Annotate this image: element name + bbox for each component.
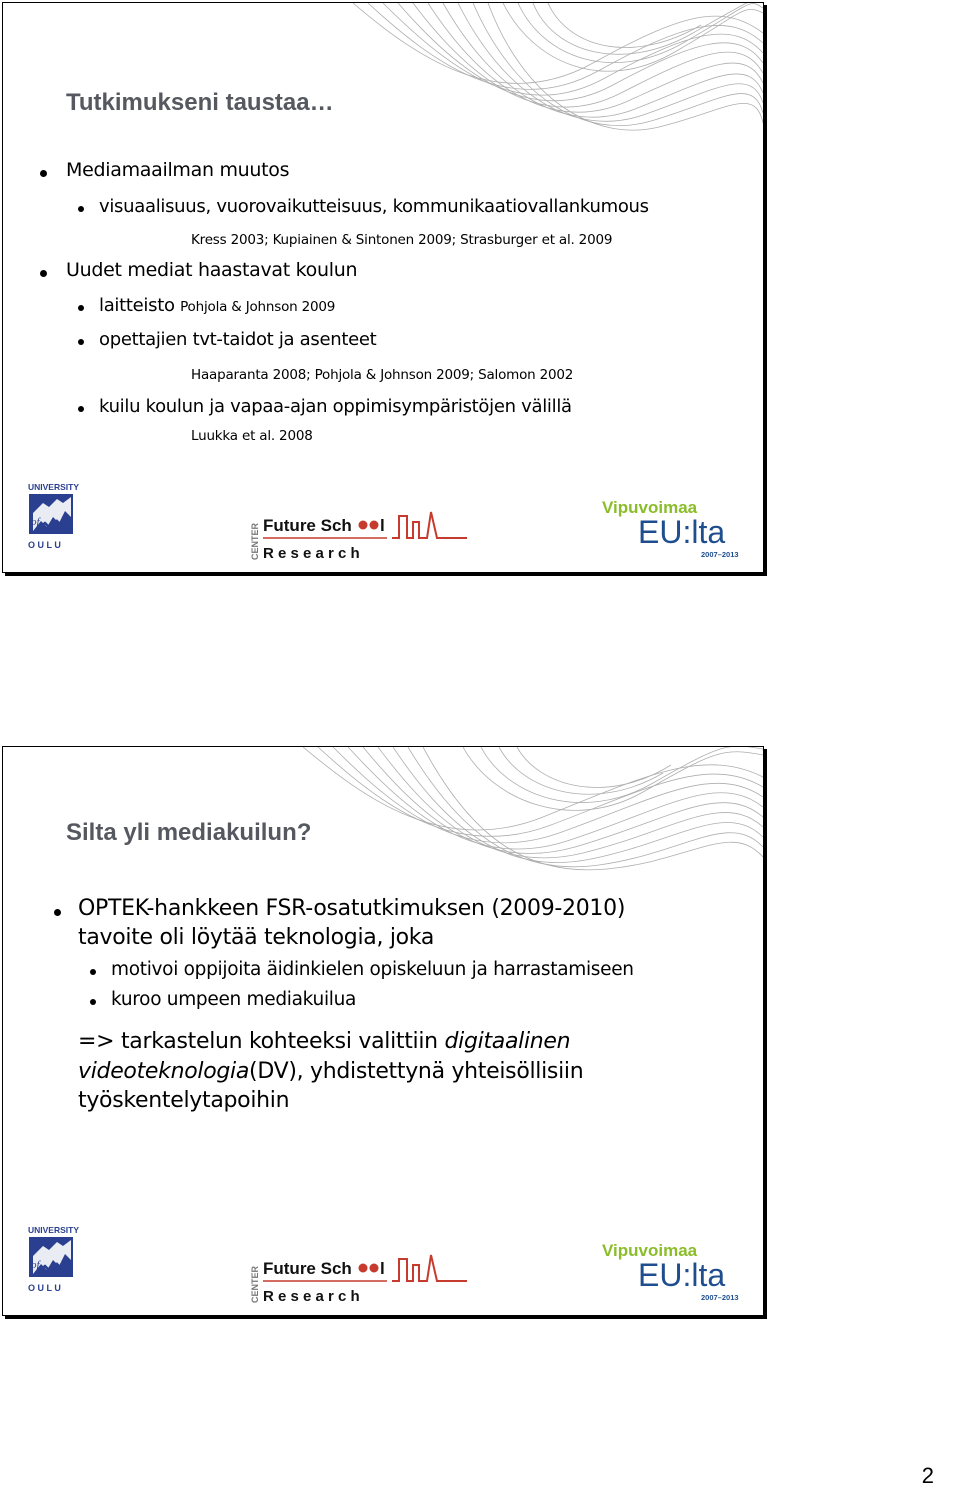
wave-ribbon-decoration [343, 3, 763, 143]
bullet [54, 909, 61, 916]
main-text-line-2: tavoite oli löytää teknologia, joka [78, 925, 435, 950]
svg-text:EU:lta: EU:lta [638, 514, 726, 550]
sub-bullet [90, 999, 96, 1005]
conclusion-line-2 [78, 1059, 583, 1084]
university-of-oulu-logo [27, 1224, 79, 1294]
svg-text:R e s e a r c h: R e s e a r c h [263, 545, 360, 562]
svg-text:CENTER: CENTER [250, 1265, 260, 1303]
bullet [40, 270, 47, 277]
svg-text:l: l [380, 516, 385, 535]
citation: Haaparanta 2008; Pohjola & Johnson 2009; Salomon 2002 [191, 367, 574, 383]
svg-text:UNIVERSITY: UNIVERSITY [28, 1225, 79, 1235]
sub-bullet-text: motivoi oppijoita äidinkielen opiskeluun ja harrastamiseen [111, 959, 634, 980]
svg-text:O U L U: O U L U [28, 540, 61, 550]
bullet-text: Uudet mediat haastavat koulun [66, 259, 358, 281]
svg-text:2007–2013: 2007–2013 [701, 550, 739, 559]
svg-text:l: l [380, 1259, 385, 1278]
svg-text:2007–2013: 2007–2013 [701, 1293, 739, 1302]
citation: Kress 2003; Kupiainen & Sintonen 2009; Strasburger et al. 2009 [191, 232, 613, 248]
svg-text:CENTER: CENTER [250, 522, 260, 560]
svg-text:Vipuvoimaa: Vipuvoimaa [602, 1241, 698, 1260]
emphasis-text: videoteknologia [78, 1059, 250, 1084]
svg-text:R e s e a r c h: R e s e a r c h [263, 1288, 360, 1305]
sub-bullet [78, 339, 84, 345]
emphasis-text: digitaalinen [444, 1029, 571, 1054]
sub-bullet-text: visuaalisuus, vuorovaikutteisuus, kommunikaatiovallankumous [99, 196, 649, 217]
svg-text:of: of [31, 516, 40, 528]
bullet [40, 170, 47, 177]
conclusion-text: (DV), yhdistettynä yhteisöllisiin [249, 1059, 584, 1084]
svg-text:Vipuvoimaa: Vipuvoimaa [602, 498, 698, 517]
item-text: laitteisto [99, 295, 175, 316]
slide-title: Silta yli mediakuilun? [66, 819, 312, 846]
citation: Pohjola & Johnson 2009 [180, 299, 336, 315]
conclusion-text: tarkastelun kohteeksi valittiin [120, 1029, 438, 1054]
arrow-symbol: => [78, 1029, 115, 1054]
sub-bullet [78, 206, 84, 212]
vipuvoimaa-eu-logo [600, 1238, 746, 1304]
wave-ribbon-decoration [303, 747, 763, 877]
conclusion-line-1 [78, 1029, 570, 1054]
sub-bullet [78, 406, 84, 412]
svg-text:EU:lta: EU:lta [638, 1257, 726, 1293]
university-of-oulu-logo [27, 481, 79, 551]
sub-bullet-text: kuroo umpeen mediakuilua [111, 989, 357, 1010]
sub-bullet [78, 305, 84, 311]
main-text-line-1: OPTEK-hankkeen FSR-osatutkimuksen (2009-2010) [78, 896, 626, 921]
future-school-research-logo [247, 1251, 469, 1307]
sub-bullet [90, 969, 96, 975]
svg-text:Future Sch: Future Sch [263, 516, 352, 535]
svg-text:of: of [31, 1259, 40, 1271]
future-school-research-logo [247, 508, 469, 564]
slide-1 [2, 2, 764, 573]
svg-text:Future Sch: Future Sch [263, 1259, 352, 1278]
page-number: 2 [921, 1463, 934, 1488]
conclusion-line-3: työskentelytapoihin [78, 1088, 290, 1113]
citation: Luukka et al. 2008 [191, 428, 313, 444]
slide-title: Tutkimukseni taustaa… [66, 89, 334, 116]
sub-bullet-text [99, 295, 335, 316]
svg-text:UNIVERSITY: UNIVERSITY [28, 482, 79, 492]
sub-bullet-text: opettajien tvt-taidot ja asenteet [99, 329, 377, 350]
bullet-text: Mediamaailman muutos [66, 159, 290, 181]
sub-bullet-text: kuilu koulun ja vapaa-ajan oppimisympäristöjen välillä [99, 396, 572, 417]
vipuvoimaa-eu-logo [600, 495, 746, 561]
svg-text:O U L U: O U L U [28, 1283, 61, 1293]
slide-2 [2, 746, 764, 1316]
